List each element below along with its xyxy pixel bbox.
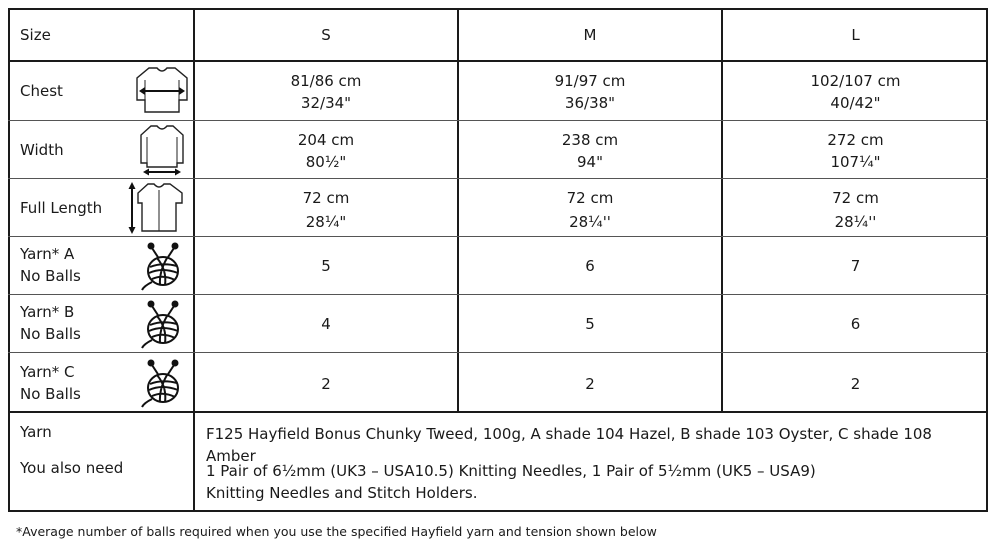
garment-width-icon xyxy=(139,123,185,177)
row-divider xyxy=(8,178,988,179)
chest-l-value xyxy=(723,70,988,114)
row-divider xyxy=(8,120,988,121)
size-s-header: S xyxy=(321,26,331,44)
width-s-in: 80½" xyxy=(305,153,347,171)
chest-label: Chest xyxy=(20,82,63,100)
also-need-line-1: 1 Pair of 6½mm (UK3 – USA10.5) Knitting Needles, 1 Pair of 5½mm (UK5 – USA9) xyxy=(206,462,816,480)
full-length-m-cm: 72 cm xyxy=(566,189,614,207)
full-length-l-cm: 72 cm xyxy=(832,189,879,207)
yarn-b-name: Yarn* B xyxy=(20,303,75,321)
yarn-ball-icon xyxy=(138,357,188,409)
full-length-m-in: 28¼'' xyxy=(569,213,611,231)
size-m-header: M xyxy=(583,26,597,44)
width-m-value xyxy=(459,129,721,173)
chest-m-value xyxy=(459,70,721,114)
chest-m-in: 36/38" xyxy=(564,94,616,112)
yarn-b-l-value: 6 xyxy=(850,315,861,333)
width-l-in: 107¼" xyxy=(830,153,881,171)
also-need-label: You also need xyxy=(20,459,124,477)
width-l-cm: 272 cm xyxy=(827,131,884,149)
yarn-c-s-value: 2 xyxy=(321,375,331,393)
full-length-l-in: 28¼'' xyxy=(834,213,877,231)
full-length-s-in: 28¼" xyxy=(305,213,347,231)
yarn-a-label xyxy=(20,243,81,287)
yarn-c-name: Yarn* C xyxy=(20,363,75,381)
yarn-b-s-value: 4 xyxy=(321,315,331,333)
full-length-s-cm: 72 cm xyxy=(302,189,350,207)
chest-l-cm: 102/107 cm xyxy=(810,72,901,90)
yarn-section-label: Yarn xyxy=(20,423,52,441)
full-length-s-value xyxy=(195,187,457,233)
yarn-a-l-value: 7 xyxy=(850,257,861,275)
row-divider xyxy=(8,60,988,62)
chest-s-in: 32/34" xyxy=(300,94,352,112)
chest-l-in: 40/42" xyxy=(830,94,881,112)
yarn-b-label xyxy=(20,301,81,345)
yarn-a-m-value: 6 xyxy=(585,257,595,275)
yarn-description: F125 Hayfield Bonus Chunky Tweed, 100g, A shade 104 Hazel, B shade 103 Oyster, C shade 108 Amber xyxy=(206,425,932,465)
full-length-label: Full Length xyxy=(20,199,103,217)
yarn-b-balls-label: No Balls xyxy=(20,325,81,343)
size-header-label: Size xyxy=(20,26,51,44)
garment-chest-icon xyxy=(135,64,189,116)
row-divider xyxy=(8,411,988,413)
full-length-l-value xyxy=(723,187,988,233)
chest-s-value xyxy=(195,70,457,114)
yarn-c-label xyxy=(20,361,81,405)
yarn-ball-icon xyxy=(138,298,188,350)
yarn-a-balls-label: No Balls xyxy=(20,267,81,285)
yarn-a-name: Yarn* A xyxy=(20,245,75,263)
width-label: Width xyxy=(20,141,64,159)
chest-m-cm: 91/97 cm xyxy=(554,72,626,90)
footnote: *Average number of balls required when you use the specified Hayfield yarn and tension shown below xyxy=(16,524,657,539)
width-m-cm: 238 cm xyxy=(561,131,619,149)
yarn-b-m-value: 5 xyxy=(585,315,595,333)
width-s-cm: 204 cm xyxy=(297,131,355,149)
yarn-c-l-value: 2 xyxy=(850,375,861,393)
size-l-header: L xyxy=(851,26,860,44)
row-divider xyxy=(8,236,988,237)
width-m-in: 94" xyxy=(577,153,603,171)
width-s-value xyxy=(195,129,457,173)
yarn-c-m-value: 2 xyxy=(585,375,595,393)
row-divider xyxy=(8,294,988,295)
also-need-line-2: Knitting Needles and Stitch Holders. xyxy=(206,484,478,502)
yarn-a-s-value: 5 xyxy=(321,257,331,275)
row-divider xyxy=(8,352,988,353)
yarn-c-balls-label: No Balls xyxy=(20,385,81,403)
yarn-ball-icon xyxy=(138,240,188,292)
width-l-value xyxy=(723,129,988,173)
garment-length-icon xyxy=(126,181,186,235)
chest-s-cm: 81/86 cm xyxy=(290,72,362,90)
also-need-text xyxy=(206,460,981,504)
full-length-m-value xyxy=(459,187,721,233)
